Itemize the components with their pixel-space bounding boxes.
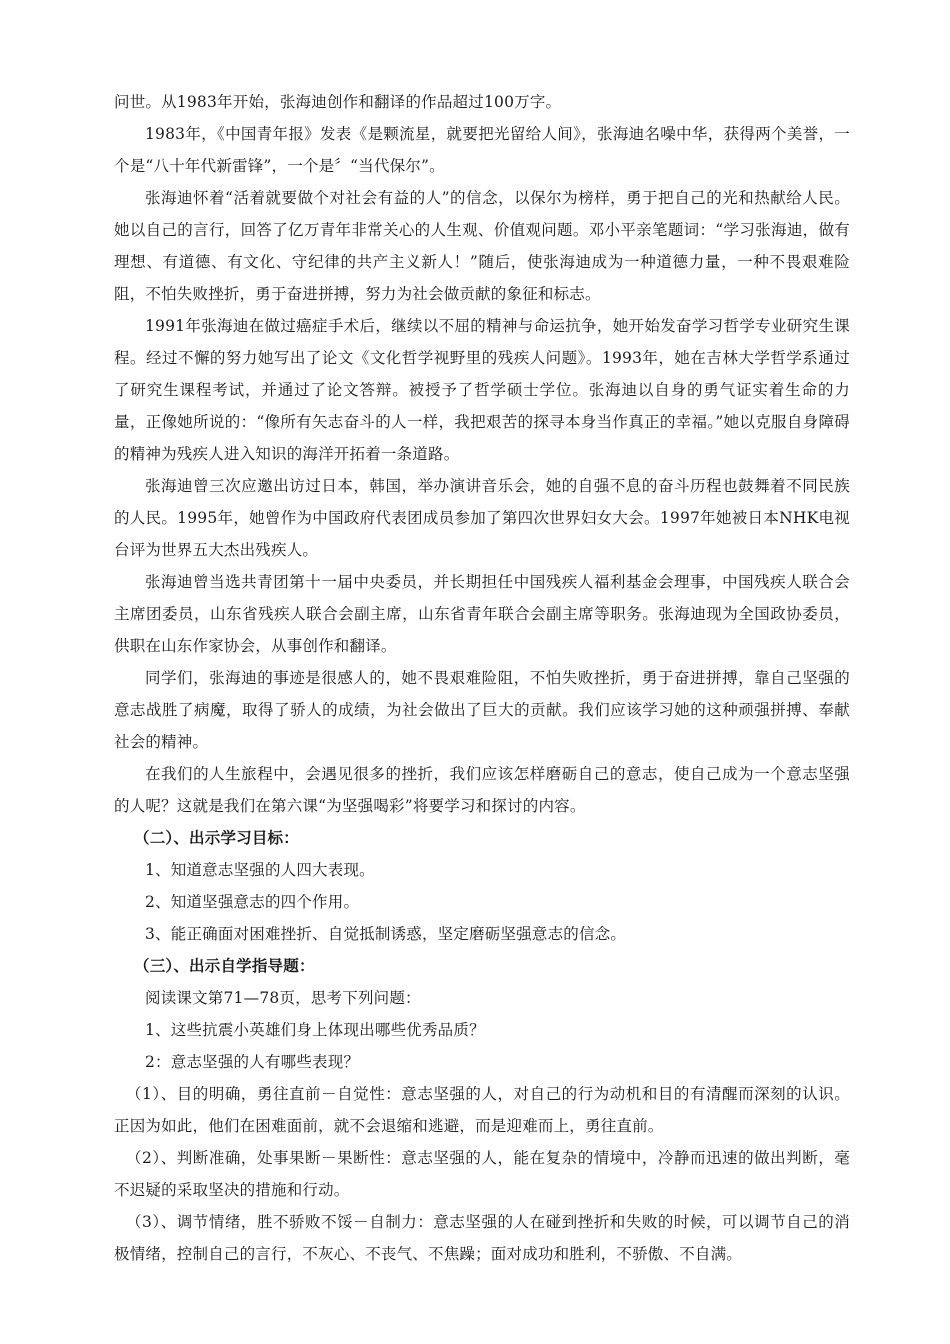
paragraph: 同学们，张海迪的事迹是很感人的，她不畏艰难险阻，不怕失败挫折，勇于奋进拼搏，靠自己坚强的意志战胜了病魔，取得了骄人的成绩，为社会做出了巨大的贡献。我们应该学习她的这种顽强拼搏、奉献社会的精神。 — [114, 669, 850, 751]
document-page — [114, 86, 850, 1270]
paragraph: 张海迪曾三次应邀出访过日本，韩国，举办演讲音乐会，她的自强不息的奋斗历程也鼓舞着不同民族的人民。1995年，她曾作为中国政府代表团成员参加了第四次世界妇女大会。1997年她被日本NHK电视台评为世界五大杰出残疾人。 — [114, 477, 850, 559]
paragraph: 在我们的人生旅程中，会遇见很多的挫折，我们应该怎样磨砺自己的意志，使自己成为一个意志坚强的人呢？这就是我们在第六课“为坚强喝彩”将要学习和探讨的内容。 — [114, 765, 850, 815]
paragraph: 问世。从1983年开始，张海迪创作和翻译的作品超过100万字。 — [114, 93, 562, 111]
list-item: 1、知道意志坚强的人四大表现。 — [145, 861, 375, 879]
list-item: 2：意志坚强的人有哪些表现？ — [145, 1053, 360, 1071]
sub-item: （2）、判断准确，处事果断－果断性：意志坚强的人，能在复杂的情境中，冷静而迅速的做出判断，毫不迟疑的采取坚决的措施和行动。 — [114, 1149, 850, 1199]
list-item: 阅读课文第71—78页，思考下列问题： — [145, 989, 421, 1007]
paragraph: 1991年张海迪在做过癌症手术后，继续以不屈的精神与命运抗争，她开始发奋学习哲学专业研究生课程。经过不懈的努力她写出了论文《文化哲学视野里的残疾人问题》。1993年，她在吉林大学哲学系通过了研究生课程考试，并通过了论文答辩。被授予了哲学硕士学位。张海迪以自身的勇气证实着生命的力量，正像她所说的：“像所有矢志奋斗的人一样，我把艰苦的探寻本身当作真正的幸福。”她以克服自身障碍的精神为残疾人进入知识的海洋开拓着一条道路。 — [114, 317, 850, 463]
paragraph: 张海迪怀着“活着就要做个对社会有益的人”的信念，以保尔为榜样，勇于把自己的光和热献给人民。她以自己的言行，回答了亿万青年非常关心的人生观、价值观问题。邓小平亲笔题词：“学习张海迪，做有理想、有道德、有文化、守纪律的共产主义新人！”随后，使张海迪成为一种道德力量，一种不畏艰难险阻，不怕失败挫折，勇于奋进拼搏，努力为社会做贡献的象征和标志。 — [114, 189, 850, 303]
section-heading-self-study: （三）、出示自学指导题： — [134, 956, 315, 975]
list-item: 2、知道坚强意志的四个作用。 — [145, 893, 360, 911]
paragraph: 张海迪曾当选共青团第十一届中央委员，并长期担任中国残疾人福利基金会理事，中国残疾人联合会主席团委员，山东省残疾人联合会副主席，山东省青年联合会副主席等职务。张海迪现为全国政协委员，供职在山东作家协会，从事创作和翻译。 — [114, 573, 850, 655]
sub-item: （1）、目的明确，勇往直前－自觉性：意志坚强的人，对自己的行为动机和目的有清醒而深刻的认识。正因为如此，他们在困难面前，就不会退缩和逃避，而是迎难而上，勇往直前。 — [114, 1085, 850, 1135]
list-item: 3、能正确面对困难挫折、自觉抵制诱惑，坚定磨砺坚强意志的信念。 — [145, 925, 627, 943]
sub-item: （3）、调节情绪，胜不骄败不馁－自制力：意志坚强的人在碰到挫折和失败的时候，可以调节自己的消极情绪，控制自己的言行，不灰心、不丧气、不焦躁；面对成功和胜利，不骄傲、不自满。 — [114, 1213, 850, 1263]
section-heading-learning-goals: （二）、出示学习目标： — [134, 828, 299, 847]
paragraph: 1983年，《中国青年报》发表《是颗流星，就要把光留给人间》，张海迪名噪中华，获得两个美誉，一个是“八十年代新雷锋”，一个是〞“当代保尔”。 — [114, 125, 850, 175]
list-item: 1、这些抗震小英雄们身上体现出哪些优秀品质？ — [145, 1021, 485, 1039]
